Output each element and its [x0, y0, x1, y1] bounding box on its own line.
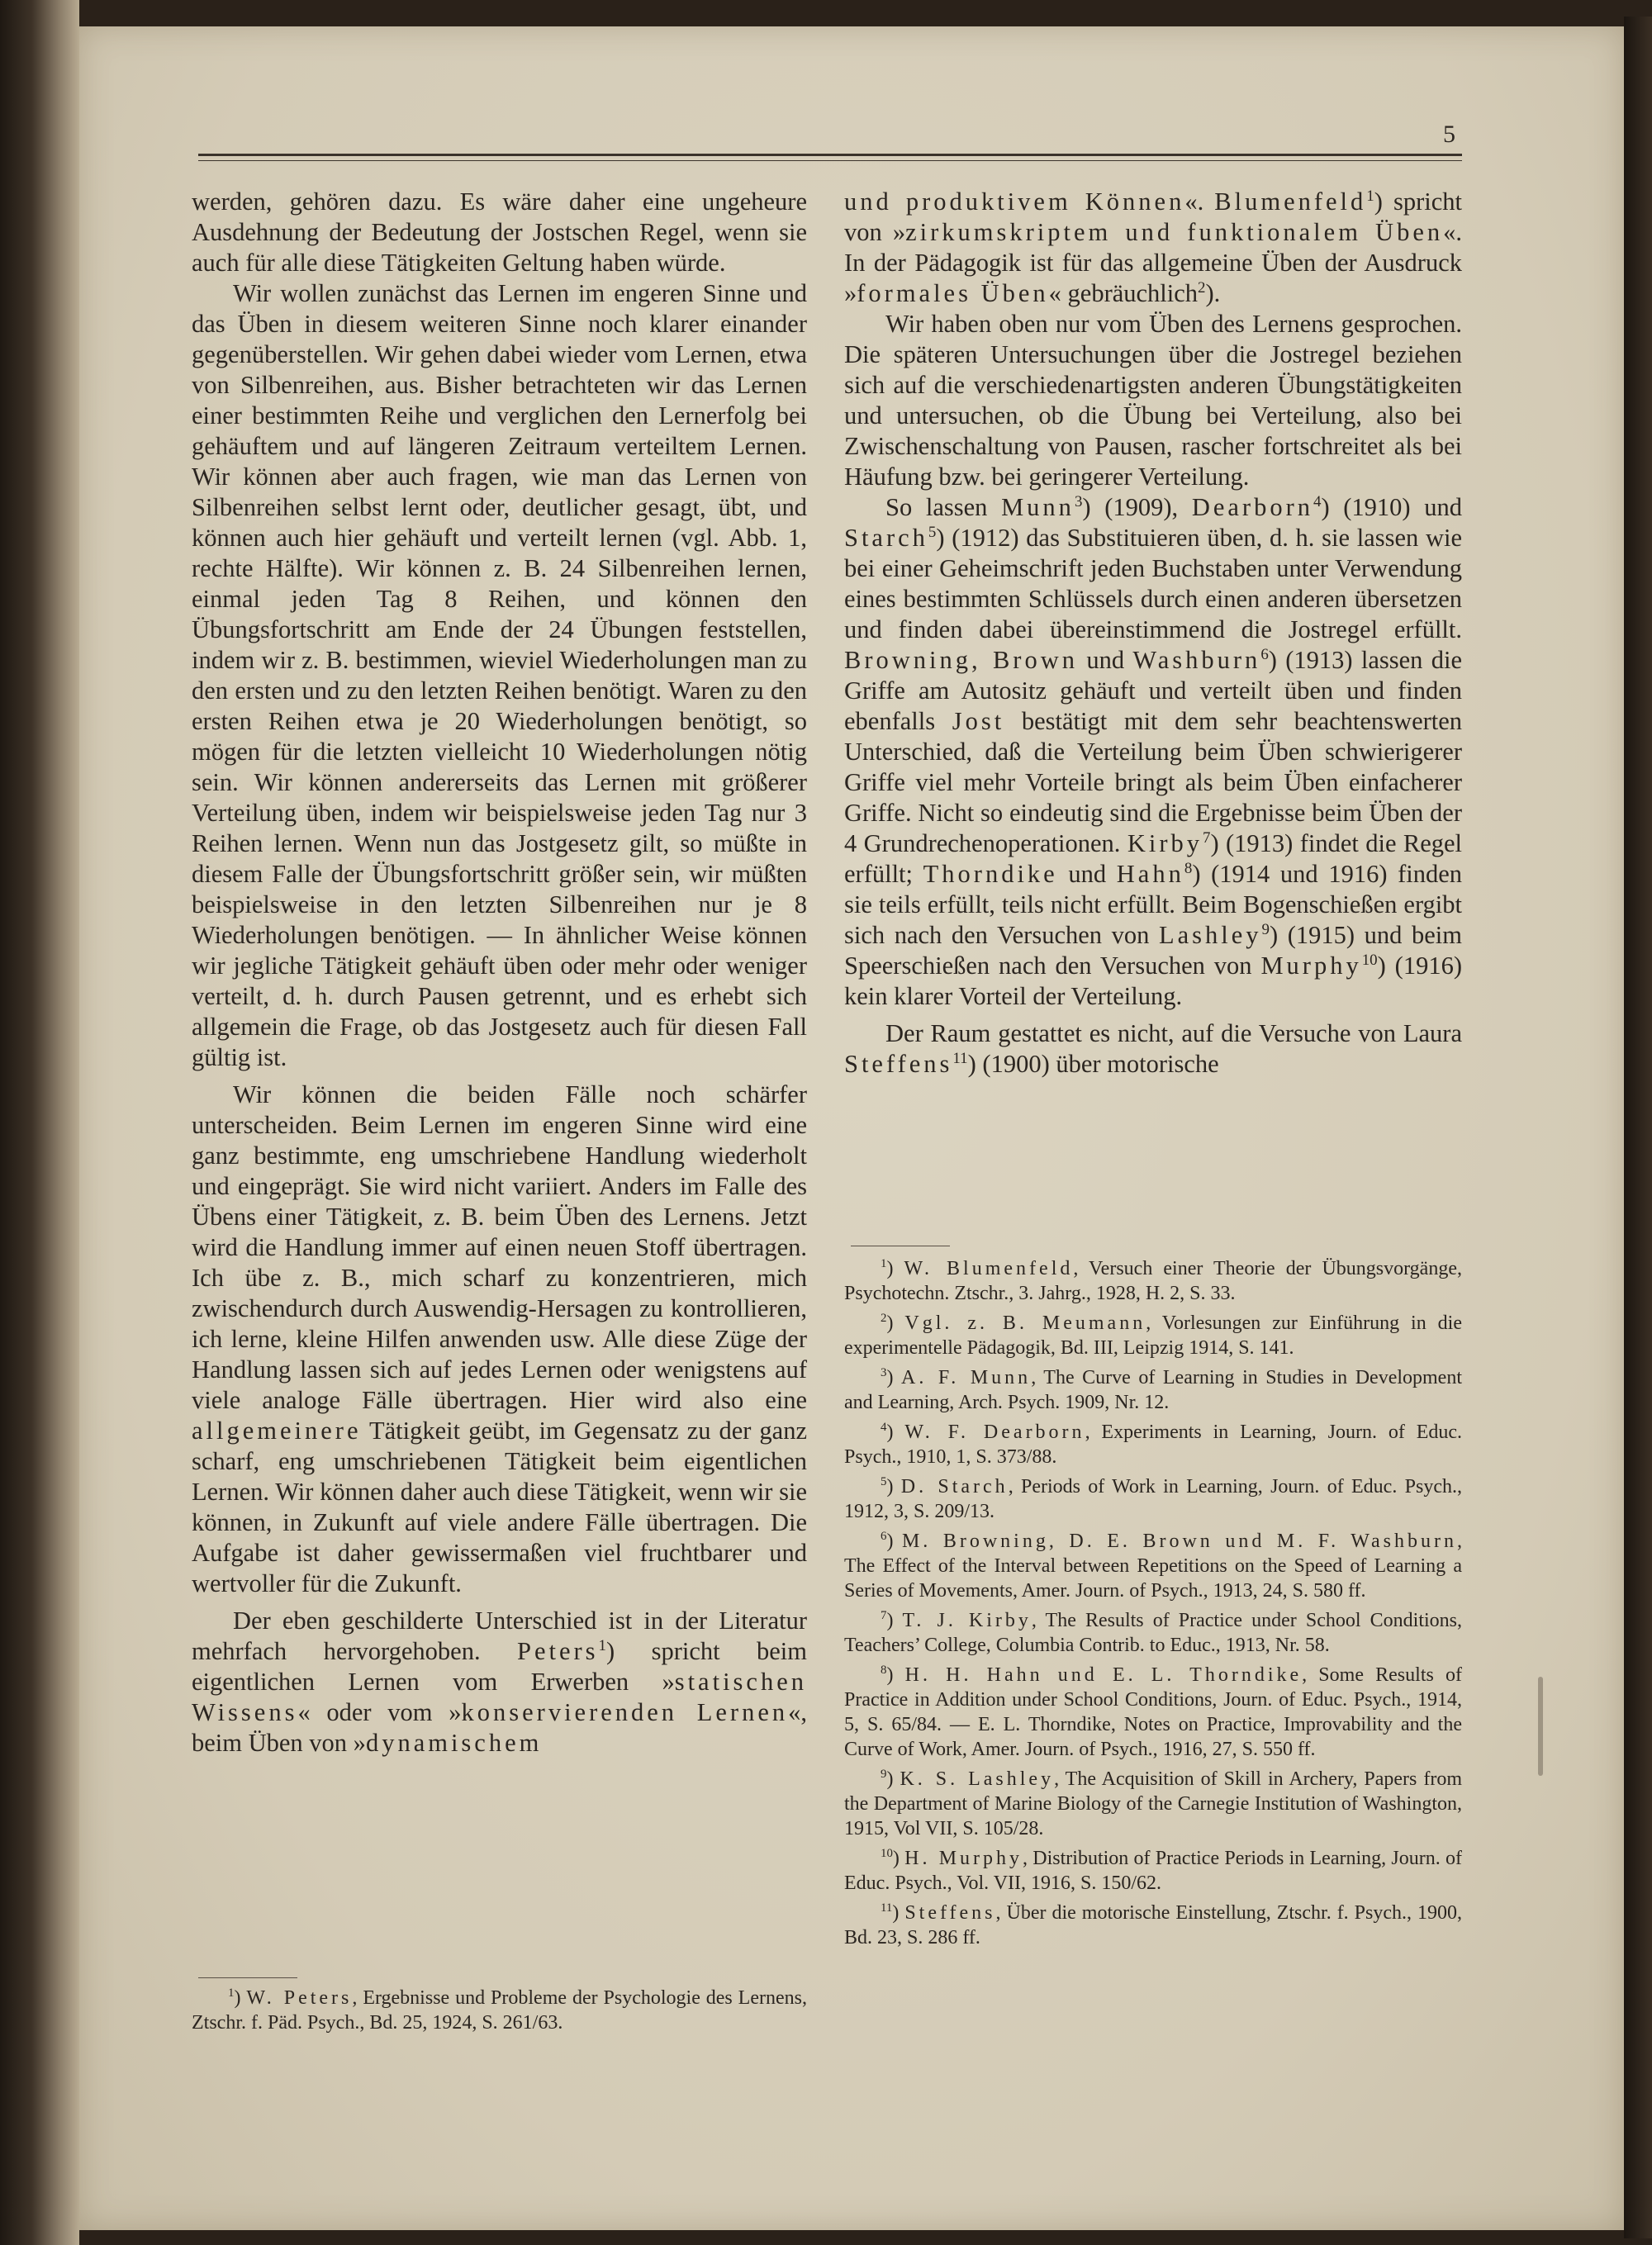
emphasis: konservierenden Lernen — [461, 1698, 789, 1726]
footnote-ref: 1 — [598, 1636, 606, 1654]
footnote: $^1$) W. Blumenfeld, Versuch einer Theorie der Übungsvorgänge, Psychotechn. Ztschr., 3. Jahrg., 1928, H. 2, S. 33. — [844, 1257, 1462, 1304]
page-number: 5 — [1443, 121, 1455, 148]
emphasis: formales Üben — [857, 279, 1049, 307]
paragraph: Wir haben oben nur vom Üben des Lernens gesprochen. Die späteren Untersuchungen über die Jostregel beziehen sich auf die verschiedenartigsten anderen Übungstätigkeiten und untersuchen, ob die Übung bei Verteilung, also bei Zwischenschaltung von Pausen, rascher fortschreitet als bei Häufung bzw. bei geringerer Verteilung. — [844, 310, 1462, 491]
footnote: $^8$) H. H. Hahn und E. L. Thorndike, Some Results of Practice in Addition under School Conditions, Journ. of Educ. Psych., 1914, 5, S. 65/84. — E. L. Thorndike, Notes on Practice, Improvability and the Curve of Work, Amer. Journ. of Psych., 1916, 27, S. 550 ff. — [844, 1664, 1462, 1760]
author-name: Blumenfeld — [1214, 187, 1367, 216]
paragraph: Wir wollen zunächst das Lernen im engeren Sinne und das Üben in diesem weiteren Sinne noch klarer einander gegenüberstellen. Wir gehen dabei wieder vom Lernen, etwa von Silbenreihen, aus. Bisher betrachteten wir das Lernen einer bestimmten Reihe und verglichen den Lernerfolg bei gehäuftem und auf längeren Zeitraum verteiltem Lernen. Wir können aber auch fragen, wie man das Lernen von Silbenreihen selbst lernt oder, deutlicher gesagt, übt, und können auch hier gehäuft und verteilt lernen (vgl. Abb. 1, rechte Hälfte). Wir können z. B. 24 Silbenreihen lernen, einmal jeden Tag 8 Reihen, und können den Übungsfortschritt am Ende der 24 Übungen feststellen, indem wir z. B. bestimmen, wieviel Wiederholungen man zu den ersten und zu den letzten Reihen benötigt. Waren zu den ersten Reihen etwa je 20 Wiederholungen benötigt, so mögen für die letzten vielleicht 10 Wiederholungen nötig sein. Wir können andererseits das Lernen mit größerer Verteilung üben, indem wir beispielsweise jeden Tag nur 3 Reihen lernen. Wenn nun das Jostgesetz gilt, so müßte in diesem Falle der Übungsfortschritt größer sein, wir müßten beispielsweise in den letzten Silbenreihen nur je 8 Wiederholungen benötigen. — In ähnlicher Weise können wir jegliche Tätigkeit gehäuft üben oder mehr oder weniger verteilt, d. h. durch Pausen getrennt, und es erhebt sich allgemein die Frage, ob das Jostgesetz auch für diesen Fall gültig ist. — [192, 279, 807, 1071]
paragraph: werden, gehören dazu. Es wäre daher eine ungeheure Ausdehnung der Bedeutung der Jostschen Regel, wenn sie auch für alle diese Tätigkeiten Geltung haben würde. — [192, 187, 807, 277]
emphasis: statischen Wissens — [192, 1668, 807, 1726]
page-gutter-shadow — [0, 0, 79, 2245]
emphasis: zirkumskriptem und funktionalem Üben — [905, 218, 1444, 246]
emphasis: dynamischem — [365, 1729, 543, 1757]
paragraph: So lassen Munn$^3$) (1909), Dearborn$^4$) (1910) und Starch$^5$) (1912) das Substituieren üben, d. h. sie lassen wie bei einer Geheimschrift jeden Buchstaben unter Verwendung eines bestimmten Schlüssels durch einen anderen übersetzen und finden dabei übereinstimmend die Jostregel erfüllt. Browning, Brown und Washburn$^6$) (1913) lassen die Griffe am Autositz gehäuft und verteilt üben und finden ebenfalls Jost bestätigt mit dem sehr beachtenswerten Unterschied, daß die Verteilung beim Üben schwierigerer Griffe viel mehr Vorteile bringt als beim Üben einfacherer Griffe. Nicht so eindeutig sind die Ergebnisse beim Üben der 4 Grundrechenoperationen. Kirby$^7$) (1913) findet die Regel erfüllt; Thorndike und Hahn$^8$) (1914 und 1916) finden sie teils erfüllt, teils nicht erfüllt. Beim Bogenschießen ergibt sich nach den Versuchen von Lashley$^9$) (1915) und beim Speerschießen nach den Versuchen von Murphy$^{10}$) (1916) kein klarer Vorteil der Verteilung. — [844, 492, 1463, 1010]
footnote: $^9$) K. S. Lashley, The Acquisition of Skill in Archery, Papers from the Department of Marine Biology of the Carnegie Institution of Washington, 1915, Vol VII, S. 105/28. — [844, 1768, 1463, 1839]
footnote: $^2$) Vgl. z. B. Meumann, Vorlesungen zur Einführung in die experimentelle Pädagogik, Bd. III, Leipzig 1914, S. 141. — [844, 1312, 1462, 1359]
header-rule — [198, 154, 1462, 156]
emphasis: und produktivem Können — [844, 187, 1185, 216]
paragraph: Wir können die beiden Fälle noch schärfer unterscheiden. Beim Lernen im engeren Sinne wird eine ganz bestimmte, eng umschriebene Handlung wiederholt und eingeprägt. Sie wird nicht variiert. Anders im Falle des Übens einer Tätigkeit, z. B. beim Üben des Lernens. Jetzt wird die Handlung immer auf einen neuen Stoff übertragen. Ich übe z. B., mich scharf zu konzentrieren, mich zwischendurch durch Auswendig-Hersagen zu kontrollieren, ich lerne, kleine Hilfen anwenden usw. Alle diese Züge der Handlung lassen sich auf jedes Lernen oder wenigstens auf viele analoge Fälle übertragen. Hier wird also eine allgemeinere Tätigkeit geübt, im Gegensatz zu der ganz scharf, eng umschriebenen Tätigkeit beim eigentlichen Lernen. Wir können daher auch diese Tätigkeit, wenn wir sie können, in Zukunft auf viele andere Fälle übertragen. Die Aufgabe ist daher gewissermaßen viel fruchtbarer und wertvoller für die Zukunft. — [192, 1080, 808, 1597]
footnote: $^5$) D. Starch, Periods of Work in Learning, Journ. of Educ. Psych., 1912, 3, S. 209/13. — [844, 1475, 1462, 1522]
footnote: $^4$) W. F. Dearborn, Experiments in Learning, Journ. of Educ. Psych., 1910, 1, S. 373/88. — [844, 1421, 1463, 1468]
footnote: $^6$) M. Browning, D. E. Brown und M. F. Washburn, The Effect of the Interval between Repetitions on the Speed of Learning a Series of Movements, Amer. Journ. of Psych., 1913, 24, S. 580 ff. — [844, 1530, 1462, 1602]
text-column-right — [844, 187, 1462, 1080]
footnote: $^{11}$) Steffens, Über die motorische Einstellung, Ztschr. f. Psych., 1900, Bd. 23, S. 286 ff. — [844, 1901, 1462, 1948]
footnote: $^{10}$) H. Murphy, Distribution of Practice Periods in Learning, Journ. of Educ. Psych., Vol. VII, 1916, S. 150/62. — [844, 1847, 1462, 1894]
footnote: $^3$) A. F. Munn, The Curve of Learning in Studies in Development and Learning, Arch. Psych. 1909, Nr. 12. — [844, 1366, 1463, 1413]
footnotes-left — [192, 1986, 807, 2040]
footnote: $^1$) W. Peters, Ergebnisse und Probleme der Psychologie des Lernens, Ztschr. f. Päd. Psych., Bd. 25, 1924, S. 261/63. — [192, 1986, 807, 2034]
footnote: $^7$) T. J. Kirby, The Results of Practice under School Conditions, Teachers’ College, Columbia Contrib. to Educ., 1913, Nr. 58. — [844, 1609, 1462, 1656]
paragraph: und produktivem Können«. Blumenfeld$^1$) spricht von »zirkumskriptem und funktionalem Üben«. In der Pädagogik ist für das allgemeine Üben der Ausdruck »formales Üben« gebräuchlich$^2$). — [844, 187, 1462, 307]
text-column-left — [192, 187, 807, 1759]
emphasis: allgemeinere — [192, 1417, 362, 1445]
paragraph: Der Raum gestattet es nicht, auf die Versuche von Laura Steffens$^{11}$) (1900) über motorische — [844, 1019, 1462, 1078]
footnotes-right — [844, 1256, 1462, 1955]
paragraph: Der eben geschilderte Unterschied ist in der Literatur mehrfach hervorgehoben. Peters$^1$) spricht beim eigentlichen Lernen vom Erwerben »statischen Wissens« oder vom »konservierenden Lernen«, beim Üben von »dynamischem — [192, 1607, 808, 1757]
page-edge — [1624, 17, 1652, 2238]
paper-scuff — [1538, 1677, 1543, 1776]
header-rule-thin — [198, 160, 1462, 161]
author-name: Peters — [517, 1637, 599, 1665]
footnote-rule — [198, 1977, 297, 1978]
